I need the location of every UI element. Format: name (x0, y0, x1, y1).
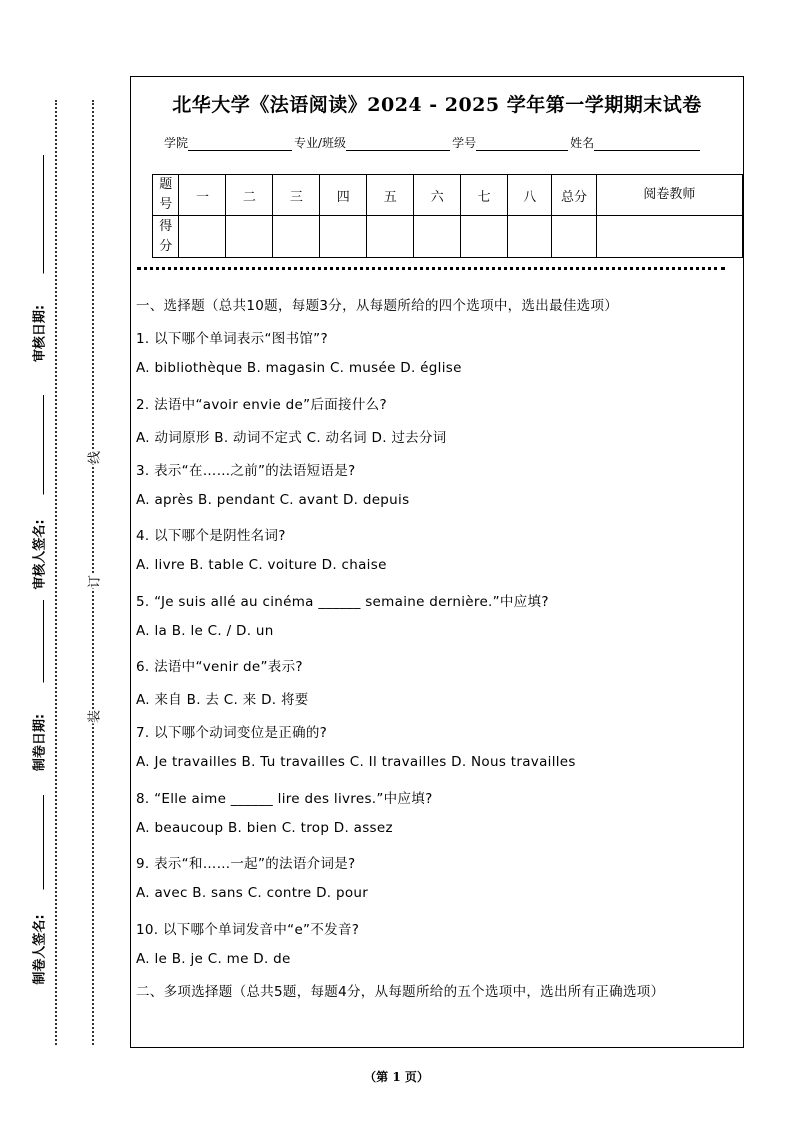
college-field[interactable] (188, 138, 292, 151)
reviewer-sign-line (43, 395, 44, 510)
binding-dotted-line-inner (92, 100, 94, 1045)
score-cell[interactable] (179, 216, 226, 258)
college-label: 学院 (164, 136, 189, 150)
reviewer-sign-label: 审核人签名: (29, 495, 48, 615)
section1-heading: 一、选择题（总共10题，每题3分，从每题所给的四个选项中，选出最佳选项） (136, 298, 619, 314)
score-col-header: 七 (461, 175, 508, 216)
score-col-header: 二 (226, 175, 273, 216)
binding-mark-line: 线 (84, 451, 103, 465)
score-row-label-score: 得分 (153, 216, 179, 258)
score-cell-total[interactable] (552, 216, 596, 258)
binding-mark-fold: 装 (84, 710, 103, 724)
score-col-header: 六 (414, 175, 461, 216)
name-field[interactable] (594, 138, 700, 151)
question-text: 7. 以下哪个动词变位是正确的? (136, 725, 328, 741)
question-text: 8. “Elle aime ______ lire des livres.”中应填? (136, 791, 433, 807)
student-info-row (164, 134, 702, 151)
question-options: A. livre B. table C. voiture D. chaise (136, 557, 387, 573)
question-options: A. le B. je C. me D. de (136, 951, 291, 967)
question-options: A. beaucoup B. bien C. trop D. assez (136, 820, 393, 836)
score-table (152, 174, 743, 258)
question-text: 2. 法语中“avoir envie de”后面接什么? (136, 397, 387, 413)
question-text: 4. 以下哪个是阴性名词? (136, 528, 286, 544)
score-cell[interactable] (414, 216, 461, 258)
score-col-header: 八 (508, 175, 552, 216)
question-text: 9. 表示“和……一起”的法语介词是? (136, 856, 356, 872)
question-options: A. la B. le C. / D. un (136, 623, 274, 639)
score-col-header: 三 (273, 175, 320, 216)
dotted-separator (137, 267, 725, 270)
student-id-label: 学号 (452, 136, 477, 150)
score-cell[interactable] (508, 216, 552, 258)
question-options: A. Je travailles B. Tu travailles C. Il travailles D. Nous travailles (136, 754, 576, 770)
score-cell[interactable] (320, 216, 367, 258)
section2-heading: 二、多项选择题（总共5题，每题4分，从每题所给的五个选项中，选出所有正确选项） (136, 984, 665, 1000)
exam-frame (130, 76, 744, 1048)
maker-sign-label: 制卷人签名: (29, 890, 48, 1010)
page-number: （第 1 页） (364, 1070, 429, 1084)
exam-title: 北华大学《法语阅读》2024 - 2025 学年第一学期期末试卷 (172, 94, 702, 116)
question-text: 10. 以下哪个单词发音中“e”不发音? (136, 922, 360, 938)
name-label: 姓名 (570, 136, 595, 150)
question-options: A. 来自 B. 去 C. 来 D. 将要 (136, 692, 309, 708)
question-options: A. bibliothèque B. magasin C. musée D. église (136, 360, 462, 376)
major-field[interactable] (346, 138, 450, 151)
score-cell[interactable] (367, 216, 414, 258)
question-text: 5. “Je suis allé au cinéma ______ semaine dernière.”中应填? (136, 594, 549, 610)
score-col-header-grader: 阅卷教师 (596, 175, 742, 216)
question-text: 3. 表示“在……之前”的法语短语是? (136, 463, 356, 479)
score-col-header: 四 (320, 175, 367, 216)
score-cell[interactable] (273, 216, 320, 258)
question-options: A. avec B. sans C. contre D. pour (136, 885, 369, 901)
score-col-header: 一 (179, 175, 226, 216)
score-cell[interactable] (461, 216, 508, 258)
reviewer-date-label: 审核日期: (29, 274, 48, 394)
question-text: 6. 法语中“venir de”表示? (136, 659, 303, 675)
major-label: 专业/班级 (294, 136, 347, 150)
score-col-header-total: 总分 (552, 175, 596, 216)
question-options: A. 动词原形 B. 动词不定式 C. 动名词 D. 过去分词 (136, 430, 447, 446)
student-id-field[interactable] (476, 138, 568, 151)
question-text: 1. 以下哪个单词表示“图书馆”? (136, 331, 328, 347)
score-cell[interactable] (226, 216, 273, 258)
score-row-label-number: 题号 (153, 175, 179, 216)
maker-date-label: 制卷日期: (29, 683, 48, 803)
score-cell-grader[interactable] (596, 216, 742, 258)
question-options: A. après B. pendant C. avant D. depuis (136, 492, 410, 508)
maker-sign-line (43, 795, 44, 895)
score-col-header: 五 (367, 175, 414, 216)
binding-mark-bind: 订 (84, 575, 103, 589)
binding-dotted-line-outer (55, 100, 57, 1045)
